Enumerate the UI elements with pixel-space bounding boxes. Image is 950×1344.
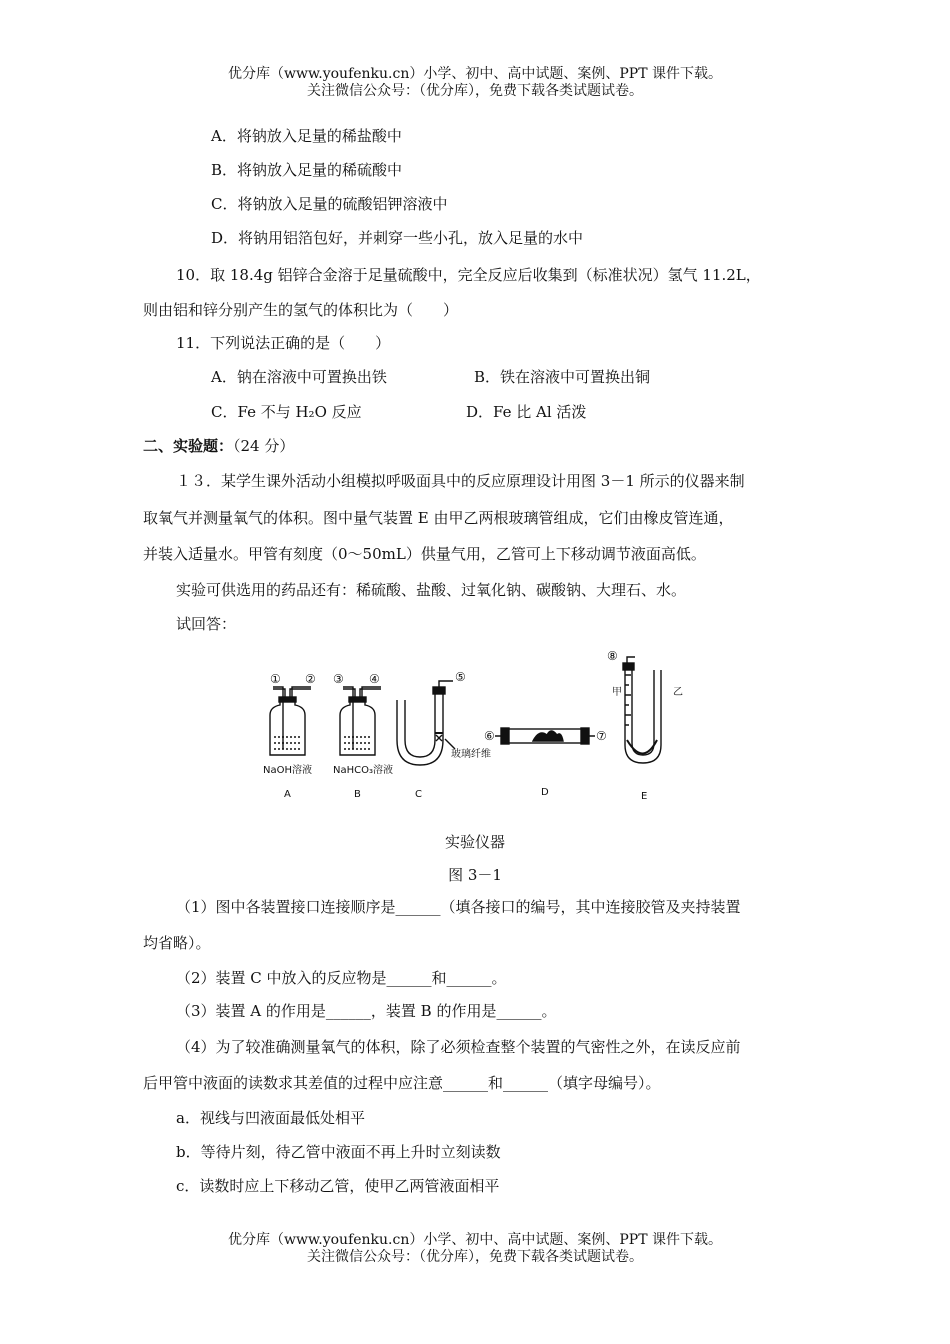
apparatus-c-label: C bbox=[415, 789, 422, 800]
q13-choice-b: b．等待片刻，待乙管中液面不再上升时立刻读数 bbox=[176, 1143, 501, 1161]
glass-fiber-label: 玻璃纤维 bbox=[451, 749, 491, 760]
section-2-title: 二、实验题： bbox=[143, 437, 234, 455]
page-header bbox=[0, 66, 950, 100]
q13-sub4-line-1: （4）为了较准确测量氧气的体积，除了必须检查整个装置的气密性之外，在读反应前 bbox=[176, 1038, 741, 1056]
port-3-label: ③ bbox=[333, 672, 344, 686]
bottle-b bbox=[340, 687, 381, 755]
q13-sub1-line-1: （1）图中各装置接口连接顺序是______（填各接口的编号，其中连接胶管及夹持装置 bbox=[176, 898, 741, 916]
u-tube-c bbox=[397, 681, 455, 765]
tube-jia-label: 甲 bbox=[612, 687, 622, 698]
section-2-score: （24 分） bbox=[233, 437, 295, 455]
q13-sub4-line-2: 后甲管中液面的读数求其差值的过程中应注意______和______（填字母编号）。 bbox=[143, 1074, 661, 1092]
q11-option-d: D．Fe 比 Al 活泼 bbox=[466, 403, 587, 421]
apparatus-d-label: D bbox=[541, 787, 549, 798]
header-line-1: 优分库（www.youfenku.cn）小学、初中、高中试题、案例、PPT 课件下载。 bbox=[227, 66, 722, 82]
apparatus-e-label: E bbox=[641, 791, 648, 802]
section-2-heading bbox=[143, 436, 294, 456]
q13-sub3: （3）装置 A 的作用是______，装置 B 的作用是______。 bbox=[176, 1002, 557, 1020]
q9-option-a: A．将钠放入足量的稀盐酸中 bbox=[211, 127, 402, 145]
q13-intro-1: １３．某学生课外活动小组模拟呼吸面具中的反应原理设计用图 3－1 所示的仪器来制 bbox=[176, 472, 745, 490]
q13-intro-3: 并装入适量水。甲管有刻度（0～50mL）供量气用，乙管可上下移动调节液面高低。 bbox=[143, 545, 706, 563]
port-6-label: ⑥ bbox=[484, 729, 495, 743]
q11-option-c: C．Fe 不与 H₂O 反应 bbox=[211, 403, 362, 421]
gas-burette-e bbox=[623, 657, 661, 763]
page-footer bbox=[0, 1232, 950, 1266]
q13-choice-c: c．读数时应上下移动乙管，使甲乙两管液面相平 bbox=[176, 1177, 500, 1195]
port-8-label: ⑧ bbox=[607, 649, 618, 663]
q13-sub1-line-2: 均省略）。 bbox=[143, 934, 211, 952]
q13-choice-a: a．视线与凹液面最低处相平 bbox=[176, 1109, 365, 1127]
apparatus-b-label: B bbox=[354, 789, 361, 800]
q9-option-b: B．将钠放入足量的稀硫酸中 bbox=[211, 161, 403, 179]
port-2-label: ② bbox=[305, 672, 316, 686]
apparatus-figure bbox=[255, 645, 715, 805]
q11-stem: 11．下列说法正确的是（ ） bbox=[176, 334, 391, 352]
tube-d bbox=[495, 728, 595, 744]
port-1-label: ① bbox=[270, 672, 281, 686]
q9-option-d: D．将钠用铝箔包好，并刺穿一些小孔，放入足量的水中 bbox=[211, 229, 584, 247]
q10-line-1: 10．取 18.4g 铝锌合金溶于足量硫酸中，完全反应后收集到（标准状况）氢气 11.2L， bbox=[176, 266, 761, 284]
tube-yi-label: 乙 bbox=[673, 687, 683, 698]
footer-line-2: 关注微信公众号：（优分库），免费下载各类试题试卷。 bbox=[307, 1249, 643, 1265]
q9-option-c: C．将钠放入足量的硫酸铝钾溶液中 bbox=[211, 195, 448, 213]
header-line-2: 关注微信公众号：（优分库），免费下载各类试题试卷。 bbox=[307, 83, 643, 99]
q11-option-b: B．铁在溶液中可置换出铜 bbox=[474, 368, 651, 386]
bottle-b-solution-label: NaHCO₃溶液 bbox=[333, 765, 393, 776]
q13-answer-prompt: 试回答： bbox=[176, 615, 237, 633]
bottle-a-solution-label: NaOH溶液 bbox=[263, 765, 312, 776]
port-4-label: ④ bbox=[369, 672, 380, 686]
bottle-a bbox=[270, 687, 311, 755]
q13-sub2: （2）装置 C 中放入的反应物是______和______。 bbox=[176, 969, 507, 987]
figure-caption-number: 图 3－1 bbox=[448, 866, 502, 884]
q13-reagents: 实验可供选用的药品还有：稀硫酸、盐酸、过氧化钠、碳酸钠、大理石、水。 bbox=[176, 581, 687, 599]
figure-caption-title: 实验仪器 bbox=[444, 833, 505, 851]
q11-option-a: A．钠在溶液中可置换出铁 bbox=[211, 368, 387, 386]
footer-line-1: 优分库（www.youfenku.cn）小学、初中、高中试题、案例、PPT 课件下载。 bbox=[227, 1232, 722, 1248]
apparatus-a-label: A bbox=[284, 789, 291, 800]
q13-intro-2: 取氧气并测量氧气的体积。图中量气装置 E 由甲乙两根玻璃管组成，它们由橡皮管连通， bbox=[143, 509, 734, 527]
q10-line-2: 则由铝和锌分别产生的氢气的体积比为（ ） bbox=[143, 301, 459, 319]
port-5-label: ⑤ bbox=[455, 670, 466, 684]
port-7-label: ⑦ bbox=[596, 729, 607, 743]
